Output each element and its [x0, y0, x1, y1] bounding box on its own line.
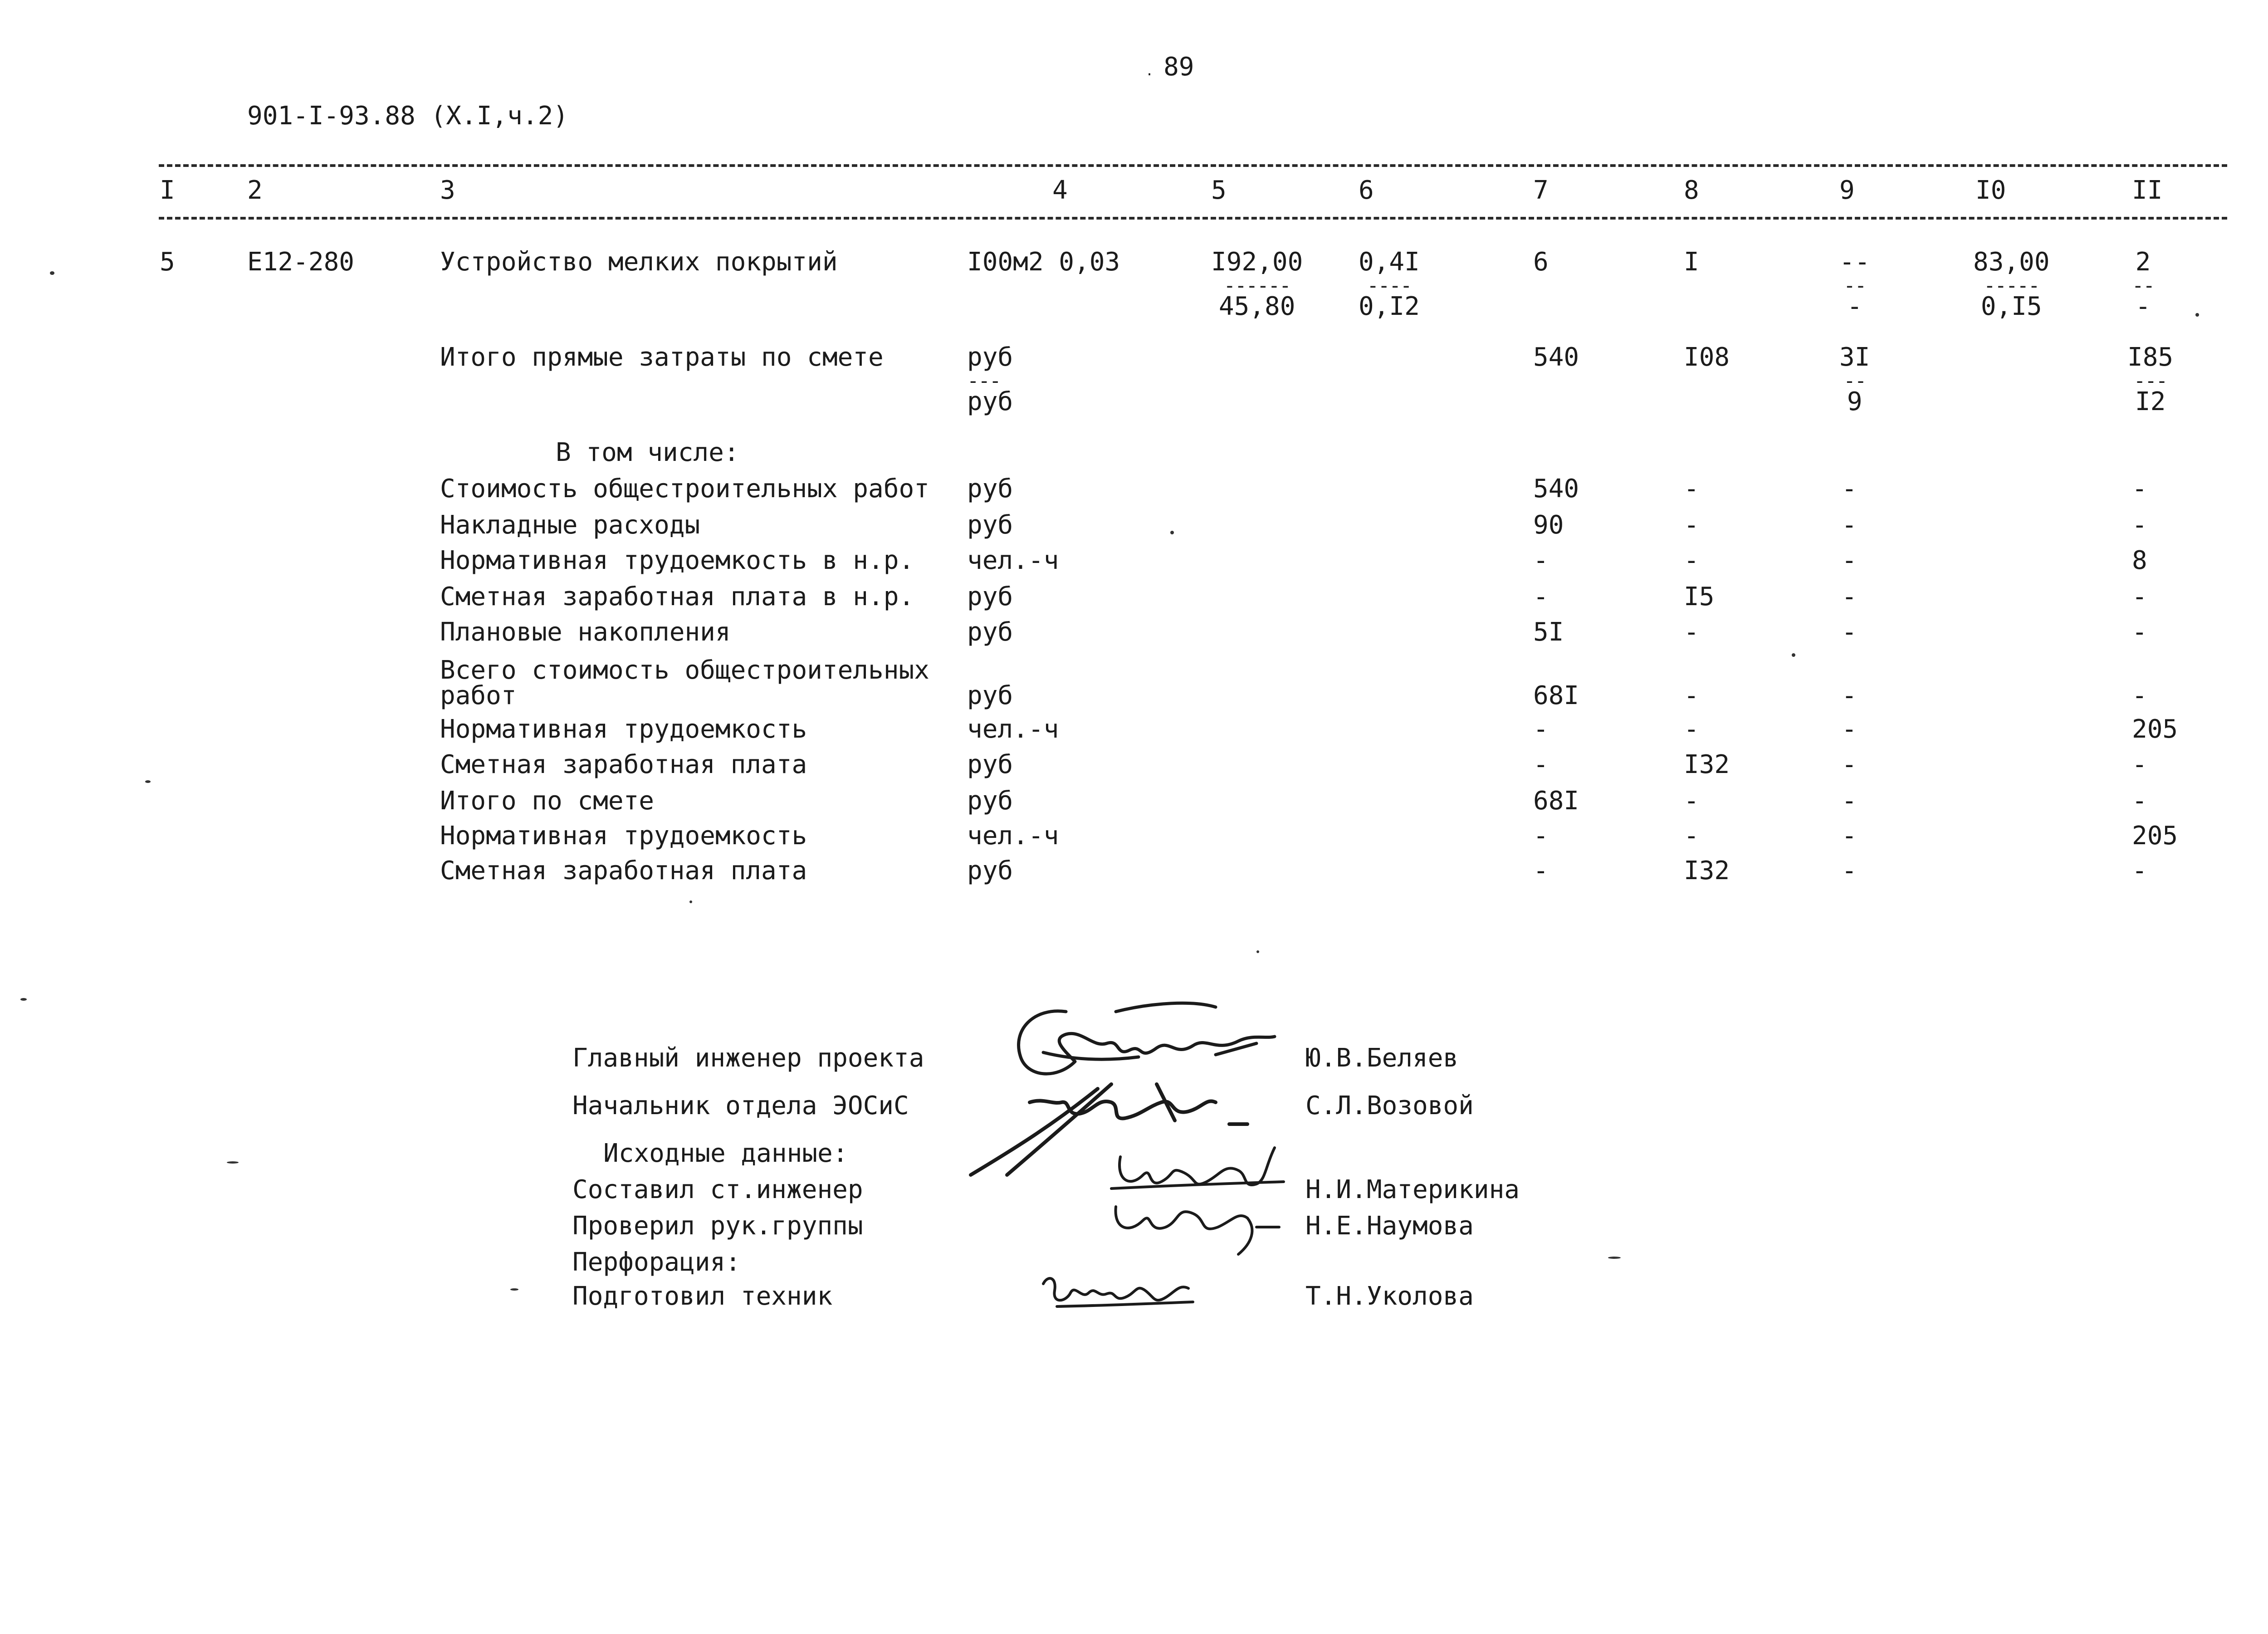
row-col8: -: [1684, 821, 1699, 851]
column-header-5: 5: [1211, 176, 1227, 205]
perforation-label: Перфорация:: [572, 1248, 741, 1277]
row-name: Накладные расходы: [440, 510, 700, 540]
frac-bar: --: [1843, 369, 1866, 392]
direct-total-col8: I08: [1684, 342, 1730, 372]
frac-numerator: 0,4I: [1359, 247, 1420, 277]
paper-speck: [227, 1161, 239, 1164]
row-unit: руб: [967, 786, 1013, 816]
frac-denominator: 0,I5: [1980, 292, 2042, 321]
frac-bar: ------: [1223, 274, 1290, 297]
row-col11: -: [2132, 786, 2147, 816]
prepared-name: Т.Н.Уколова: [1305, 1282, 1474, 1311]
column-header-10: I0: [1975, 176, 2006, 205]
row-col7: 5I: [1533, 617, 1564, 647]
row-col11: -: [2132, 856, 2147, 885]
frac-numerator: --: [1839, 247, 1870, 277]
row-col11: -: [2132, 750, 2147, 779]
row-col11: 8: [2132, 546, 2147, 575]
row-unit: руб: [967, 750, 1013, 779]
row-col9: -: [1842, 546, 1857, 575]
column-header-4: 4: [1052, 176, 1068, 205]
frac-denominator: 9: [1847, 387, 1862, 416]
row-col8: -: [1684, 714, 1699, 744]
paper-speck: [145, 780, 151, 783]
frac-bar: ---: [2133, 369, 2167, 392]
row-unit: руб: [967, 681, 1013, 710]
row-col8: -: [1684, 474, 1699, 504]
row-col11: -: [2132, 510, 2147, 540]
item-col7: 6: [1533, 247, 1549, 277]
row-col8: -: [1684, 510, 1699, 540]
row-col7: 540: [1533, 474, 1579, 504]
direct-total-col9-fraction: [1839, 342, 1870, 416]
row-col7: -: [1533, 582, 1549, 612]
row-col11: -: [2132, 681, 2147, 710]
column-header-7: 7: [1533, 176, 1549, 205]
frac-denominator: I2: [2135, 387, 2166, 416]
row-unit: руб: [967, 617, 1013, 647]
row-col8: -: [1684, 786, 1699, 816]
row-col7: -: [1533, 821, 1549, 851]
header-rule-bottom: [159, 217, 2227, 220]
checked-name: Н.Е.Наумова: [1305, 1211, 1474, 1241]
row-name: Итого по смете: [440, 786, 655, 816]
frac-bar: --: [2132, 274, 2154, 297]
paper-speck: [689, 900, 692, 903]
compiled-name: Н.И.Материкина: [1305, 1175, 1520, 1204]
row-col11: -: [2132, 474, 2147, 504]
frac-bar: -----: [1984, 274, 2039, 297]
row-col11: 205: [2132, 821, 2178, 851]
column-header-8: 8: [1684, 176, 1699, 205]
chief-engineer-label: Главный инженер проекта: [572, 1043, 924, 1073]
row-col11: -: [2132, 617, 2147, 647]
frac-denominator: -: [2135, 292, 2151, 321]
row-unit: руб: [967, 856, 1013, 885]
frac-bar: ---: [967, 369, 1001, 392]
row-name: Сметная заработная плата в н.р.: [440, 582, 914, 612]
row-col9: -: [1842, 714, 1857, 744]
dept-head-label: Начальник отдела ЭОСиС: [572, 1091, 909, 1120]
row-col7: -: [1533, 714, 1549, 744]
dept-head-name: С.Л.Возовой: [1305, 1091, 1474, 1120]
paper-speck: [1256, 950, 1259, 953]
column-header-11: II: [2132, 176, 2163, 205]
item-col6-fraction: [1359, 247, 1420, 321]
paper-speck: [20, 998, 27, 1001]
direct-total-col11-fraction: [2127, 342, 2174, 416]
column-header-1: I: [160, 176, 175, 205]
paper-speck: [1170, 531, 1174, 534]
chief-engineer-name: Ю.В.Беляев: [1305, 1043, 1459, 1073]
row-name: Всего стоимость общестроительных: [440, 656, 929, 685]
source-data-label: Исходные данные:: [603, 1139, 848, 1168]
paper-speck: [1608, 1257, 1621, 1259]
direct-total-name: Итого прямые затраты по смете: [440, 342, 884, 372]
paper-speck: [2195, 313, 2199, 317]
paper-speck: [50, 271, 54, 275]
item-unit-quantity: I00м2 0,03: [967, 247, 1120, 277]
row-name: Сметная заработная плата: [440, 750, 807, 779]
frac-numerator: 2: [2135, 247, 2151, 277]
row-name: Нормативная трудоемкость в н.р.: [440, 546, 914, 575]
row-unit: руб: [967, 582, 1013, 612]
row-col8: -: [1684, 617, 1699, 647]
row-col8: I32: [1684, 750, 1730, 779]
compiled-label: Составил ст.инженер: [572, 1175, 863, 1204]
row-name: Нормативная трудоемкость: [440, 821, 807, 851]
row-col8: -: [1684, 681, 1699, 710]
row-name: Нормативная трудоемкость: [440, 714, 807, 744]
frac-numerator: 3I: [1839, 342, 1870, 372]
column-header-2: 2: [247, 176, 263, 205]
frac-denominator: -: [1847, 292, 1862, 321]
row-col11: 205: [2132, 714, 2178, 744]
frac-denominator: 45,80: [1218, 292, 1295, 321]
row-col7: -: [1533, 856, 1549, 885]
row-col11: -: [2132, 582, 2147, 612]
row-col9: -: [1842, 510, 1857, 540]
item-col8: I: [1684, 247, 1699, 277]
including-label: В том числе:: [556, 438, 739, 467]
column-header-3: 3: [440, 176, 455, 205]
header-rule-top: [159, 164, 2227, 167]
row-name-continued: работ: [440, 681, 517, 710]
frac-numerator: руб: [967, 342, 1013, 372]
row-col7: 90: [1533, 510, 1564, 540]
row-unit: руб: [967, 510, 1013, 540]
row-col9: -: [1842, 582, 1857, 612]
paper-speck: [1792, 653, 1795, 657]
signature-compiled-by: [1102, 1139, 1293, 1266]
frac-denominator: 0,I2: [1359, 292, 1420, 321]
signature-prepared-by: [1039, 1266, 1202, 1316]
frac-bar: --: [1843, 274, 1866, 297]
row-col7: 68I: [1533, 786, 1579, 816]
column-header-9: 9: [1839, 176, 1855, 205]
row-col9: -: [1842, 821, 1857, 851]
row-col7: -: [1533, 750, 1549, 779]
row-col7: -: [1533, 546, 1549, 575]
row-col8: I32: [1684, 856, 1730, 885]
row-col9: -: [1842, 617, 1857, 647]
row-col9: -: [1842, 856, 1857, 885]
frac-numerator: 83,00: [1973, 247, 2050, 277]
prepared-label: Подготовил техник: [572, 1282, 833, 1311]
item-number: 5: [160, 247, 175, 277]
row-col9: -: [1842, 681, 1857, 710]
row-name: Стоимость общестроительных работ: [440, 474, 929, 504]
paper-speck: [510, 1288, 518, 1291]
item-col5-fraction: [1211, 247, 1303, 321]
row-col8: -: [1684, 546, 1699, 575]
direct-total-unit-fraction: [967, 342, 1013, 416]
row-unit: чел.-ч: [967, 714, 1059, 744]
item-name: Устройство мелких покрытий: [440, 247, 838, 277]
item-code: Е12-280: [247, 247, 355, 277]
row-unit: чел.-ч: [967, 546, 1059, 575]
row-unit: руб: [967, 474, 1013, 504]
direct-total-col7: 540: [1533, 342, 1579, 372]
item-col11-fraction: [2132, 247, 2154, 321]
frac-numerator: I85: [2127, 342, 2174, 372]
item-col9-fraction: [1839, 247, 1870, 321]
row-col7: 68I: [1533, 681, 1579, 710]
document-code: 901-I-93.88 (X.I,ч.2): [247, 101, 569, 131]
row-col8: I5: [1684, 582, 1715, 612]
item-col10-fraction: [1973, 247, 2050, 321]
frac-numerator: I92,00: [1211, 247, 1303, 277]
column-header-6: 6: [1359, 176, 1374, 205]
row-col9: -: [1842, 786, 1857, 816]
row-col9: -: [1842, 474, 1857, 504]
row-col9: -: [1842, 750, 1857, 779]
page-number: . 89: [1145, 52, 1194, 82]
row-name: Сметная заработная плата: [440, 856, 807, 885]
row-name: Плановые накопления: [440, 617, 731, 647]
frac-denominator: руб: [967, 387, 1013, 416]
row-unit: чел.-ч: [967, 821, 1059, 851]
frac-bar: ----: [1367, 274, 1412, 297]
checked-label: Проверил рук.группы: [572, 1211, 863, 1241]
